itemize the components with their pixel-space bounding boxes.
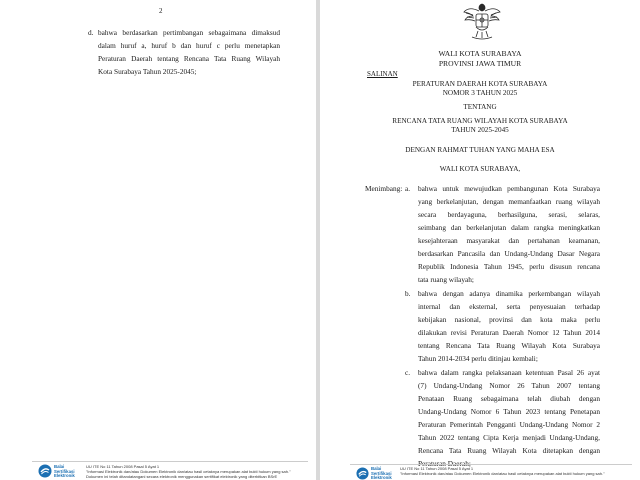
item-a-line: secara berdayaguna, berhasilguna, serasi, selaras, [418,210,600,219]
footer-line: UU ITE No 11 Tahun 2008 Pasal 5 Ayat 1 [400,466,474,471]
footer-line: "Informasi Elektronik dan/atau Dokumen Elektronik dan/atau hasil cetaknya merupakan alat bukti hukum yang sah." [400,471,605,476]
item-c-line: bahwa dalam rangka pelaksanaan ketentuan Pasal 26 ayat [418,368,600,377]
footer-divider [32,461,308,462]
bsre-logo-text [54,465,75,479]
tentang-heading: TENTANG [463,103,497,111]
footer-line: "Informasi Elektronik dan/atau Dokumen Elektronik dan/atau hasil cetaknya merupakan alat bukti hukum yang sah." [86,469,291,474]
item-c-label: c. [405,368,411,377]
bsre-logo-line: Elektronik [371,475,392,480]
item-a-label: a. [405,184,411,193]
footer-line: Dokumen ini telah ditandatangani secara elektronik menggunakan sertifikat elektronik yang diterbitkan BSrE [86,474,278,479]
item-b-line: internal dan eksternal, serta penyesuaian terhadap [418,302,600,311]
regulation-line: PERATURAN DAERAH KOTA SURABAYA [412,80,548,88]
salinan-label: SALINAN [367,70,398,78]
mayor-line: WALI KOTA SURABAYA, [439,165,521,173]
item-c-line: Undang-Undang Nomor 6 Tahun 2023 tentang Penetapan [418,407,600,416]
item-a-line: berdasarkan Pancasila dan Undang-Undang Dasar Negara [418,249,600,258]
item-d-label: d. [88,28,94,37]
item-a-line: tata ruang wilayah; [418,275,474,284]
item-b-line: bahwa dengan adanya dinamika perkembangan wilayah [418,289,600,298]
title-line: WALI KOTA SURABAYA [438,49,522,58]
item-c-line: Tahun 2022 tentang Cipta Kerja menjadi Undang-Undang, [418,433,600,442]
document-page-right [320,0,640,480]
bsre-logo-icon [38,464,52,478]
item-c-line: Peraturan Pemerintah Pengganti Undang-Undang Nomor 2 [418,420,600,429]
bsre-logo-line: Balai [54,464,65,469]
item-c-line: Penataan Ruang sebagaimana telah diubah dengan [418,394,600,403]
item-c-line: Peraturan Daerah; [418,459,471,468]
bsre-logo-line: Elektronik [54,473,75,478]
item-c-line: Rencana Tata Ruang Wilayah Kota ditetapkan dengan [418,446,600,455]
item-b-line: Tahun 2014-2034 perlu ditinjau kembali; [418,354,538,363]
bsre-logo-line: Balai [371,466,382,471]
bsre-logo-icon [356,467,369,480]
item-b-line: dilakukan revisi Peraturan Daerah Nomor 12 Tahun 2014 [418,328,600,337]
bsre-logo-line: Sertifikasi [54,468,75,474]
garuda-emblem-icon [461,0,503,42]
document-page-left [0,0,316,480]
item-a-line: seimbang dan berkelanjutan dalam rangka meningkatkan [418,223,600,232]
bsre-logo-line: Sertifikasi [371,470,392,476]
title-line: PROVINSI JAWA TIMUR [438,59,522,68]
item-b-line: kebijakan nasional, provinsi dan kota maka perlu [418,315,600,324]
footer-divider [350,464,632,465]
item-a-line: Republik Indonesia Tahun 1945, perlu disusun rencana [418,262,600,271]
bsre-logo-text [371,467,392,480]
item-c-line: (7) Undang-Undang Nomor 26 Tahun 2007 tentang [418,381,600,390]
subject-line: RENCANA TATA RUANG WILAYAH KOTA SURABAYA [392,117,568,125]
item-d-line: bahwa berdasarkan pertimbangan sebagaimana dimaksud [98,28,280,37]
page-number: 2 [159,7,163,15]
menimbang-label: Menimbang: [365,184,403,193]
item-a-line: yang berkelanjutan, dengan memanfaatkan ruang wilayah [418,197,600,206]
item-a-line: bahwa untuk mewujudkan pembangunan Kota Surabaya [418,184,600,193]
footer-line: UU ITE No 11 Tahun 2008 Pasal 5 Ayat 1 [86,464,160,469]
item-b-label: b. [405,289,411,298]
item-b-line: tentang Rencana Tata Ruang Wilayah Kota Surabaya [418,341,600,350]
subject-line: TAHUN 2025-2045 [451,126,509,134]
blessing-line: DENGAN RAHMAT TUHAN YANG MAHA ESA [405,146,555,154]
item-a-line: kesejahteraan masyarakat dan pertahanan keamanan, [418,236,600,245]
item-d-line: Kota Surabaya Tahun 2025-2045; [98,67,197,76]
footer-legal-text [400,466,605,476]
regulation-line: NOMOR 3 TAHUN 2025 [442,89,518,97]
footer-legal-text [86,464,291,479]
item-d-line: Peraturan Daerah tentang Rencana Tata Ruang Wilayah [98,54,280,63]
item-d-line: dalam huruf a, huruf b dan huruf c perlu menetapkan [98,41,280,50]
